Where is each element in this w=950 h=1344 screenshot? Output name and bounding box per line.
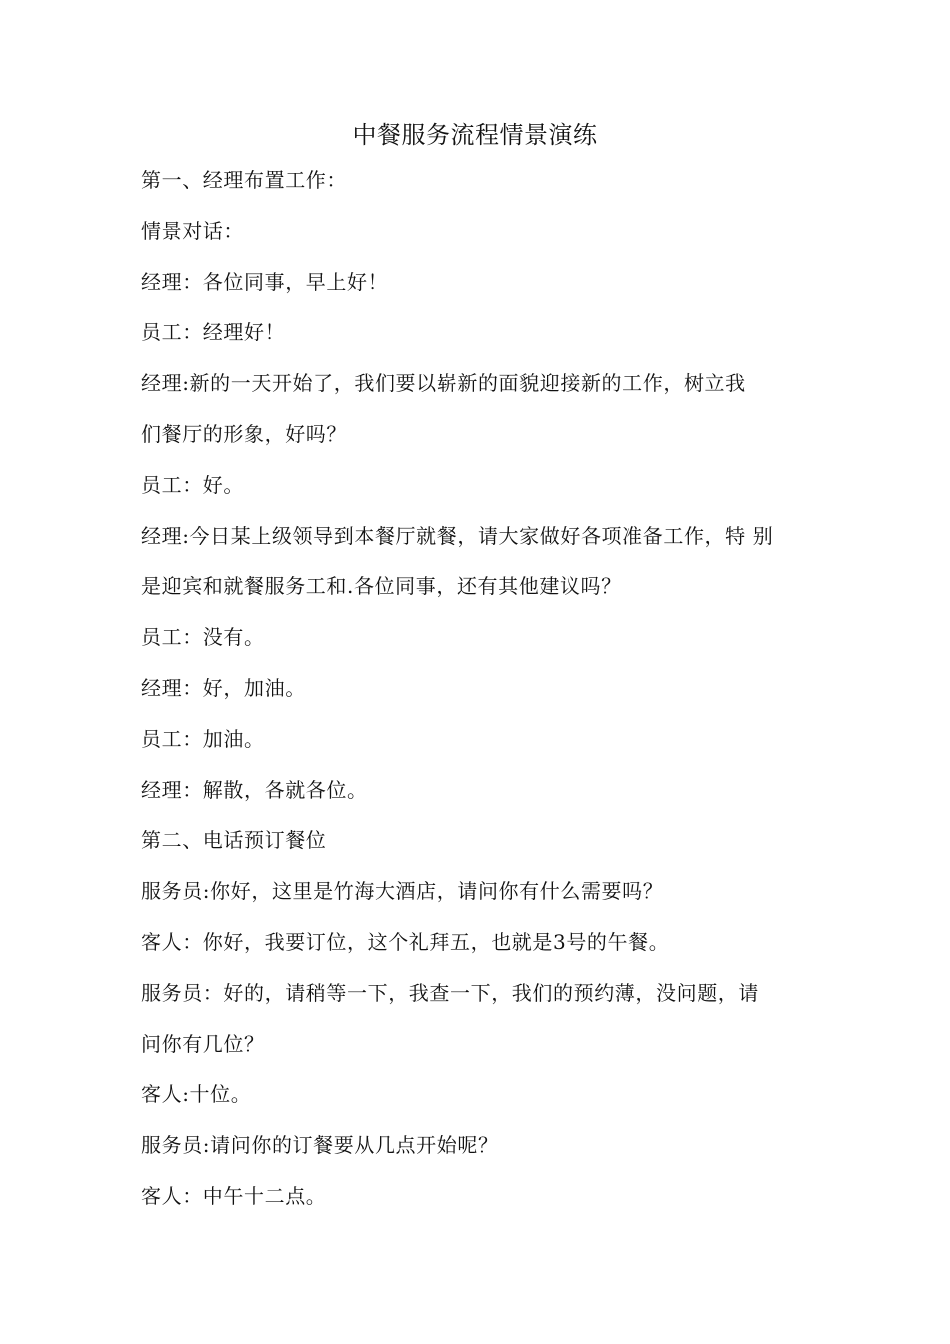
text-line: 员工：没有。: [141, 625, 265, 650]
text-line: 员工：好。: [141, 472, 244, 497]
text-line: 员工：加油。: [141, 726, 265, 751]
text-line: 们餐厅的形象，好吗？: [141, 421, 347, 446]
text-line: 经理:新的一天开始了，我们要以崭新的面貌迎接新的工作，树立我: [141, 371, 746, 396]
text-line: 第二、电话预订餐位: [141, 828, 327, 853]
text-line: 客人：你好，我要订位，这个礼拜五，也就是3号的午餐。: [141, 929, 670, 954]
text-line: 客人:十位。: [141, 1082, 252, 1107]
text-line: 经理：各位同事，早上好！: [141, 269, 389, 294]
text-line: 是迎宾和就餐服务工和.各位同事，还有其他建议吗？: [141, 574, 622, 599]
text-line: 客人：中午十二点。: [141, 1183, 327, 1208]
text-line: 员工：经理好！: [141, 320, 286, 345]
text-line: 服务员：好的，请稍等一下，我查一下，我们的预约薄，没问题，请: [141, 980, 759, 1005]
text-line: 经理:今日某上级领导到本餐厅就餐，请大家做好各项准备工作，特 别: [141, 523, 774, 548]
text-line: 情景对话：: [141, 218, 244, 243]
text-line: 经理：好，加油。: [141, 675, 306, 700]
text-line: 服务员:请问你的订餐要从几点开始呢？: [141, 1133, 499, 1158]
document-title: 中餐服务流程情景演练: [352, 121, 598, 149]
text-line: 问你有几位？: [141, 1031, 265, 1056]
text-line: 经理：解散，各就各位。: [141, 777, 368, 802]
text-line: 服务员:你好，这里是竹海大酒店，请问你有什么需要吗？: [141, 879, 664, 904]
text-line: 第一、经理布置工作：: [141, 168, 347, 192]
document-body: [141, 165, 821, 1232]
